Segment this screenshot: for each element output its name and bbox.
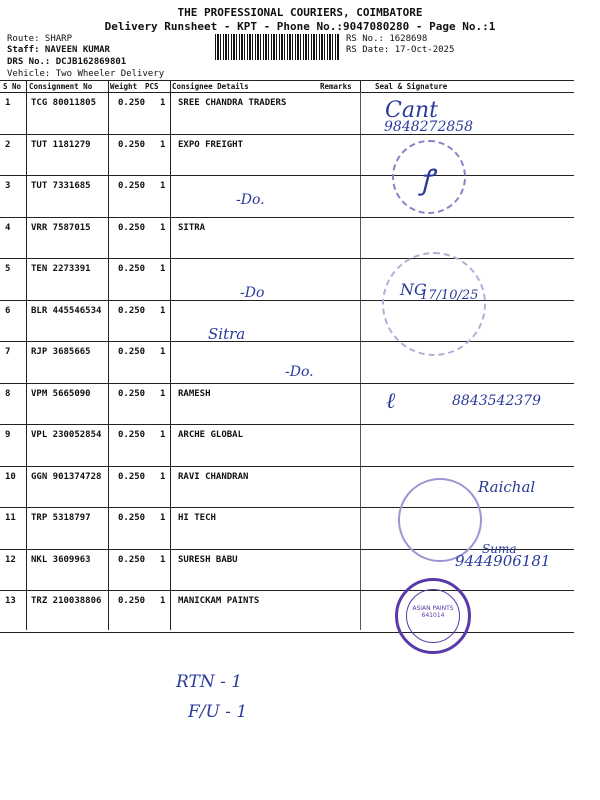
row-sno: 9 <box>5 430 11 440</box>
runsheet-title: Delivery Runsheet - KPT - Phone No.:9047080280 - Page No.:1 <box>104 20 496 33</box>
row-consignment: VRR 7587015 <box>31 222 91 233</box>
table-row <box>0 134 600 176</box>
row-sno: 10 <box>5 471 16 482</box>
row-weight: 0.250 <box>118 347 146 357</box>
row-sno: 8 <box>5 388 11 399</box>
row-consignee: HI TECH <box>178 513 216 523</box>
col-seal-signature: Seal & Signature <box>375 82 448 91</box>
row-sno: 12 <box>5 554 16 565</box>
row-weight: 0.250 <box>118 388 146 399</box>
row-weight: 0.250 <box>118 305 146 316</box>
table-row <box>0 217 600 259</box>
signature-row8: ℓ <box>386 389 396 414</box>
company-name: THE PROFESSIONAL COURIERS, COIMBATORE <box>177 6 423 19</box>
row-consignee: RAMESH <box>178 388 211 399</box>
row-consignee: SITRA <box>178 222 206 233</box>
col-consignment: Consignment No <box>29 82 93 91</box>
phone-row12: 9444906181 <box>455 552 551 570</box>
row-pcs: 1 <box>160 222 166 233</box>
row-weight: 0.250 <box>118 554 146 565</box>
row-pcs: 1 <box>160 430 166 440</box>
barcode <box>215 34 340 60</box>
fu-note: F/U - 1 <box>188 702 248 722</box>
row-divider <box>0 632 574 633</box>
asian-paints-stamp <box>395 578 471 654</box>
row-sno: 5 <box>5 264 11 274</box>
row-weight: 0.250 <box>118 139 146 150</box>
row-weight: 0.250 <box>118 471 146 482</box>
col-consignee: Consignee Details <box>172 82 249 91</box>
col-sno: S No <box>3 82 22 91</box>
vehicle-label: Vehicle: Two Wheeler Delivery <box>7 69 165 79</box>
stamp-text: ASIAN PAINTS 641014 <box>412 605 454 619</box>
row-pcs: 1 <box>160 264 166 274</box>
row-consignment: BLR 445546534 <box>31 305 102 316</box>
row-weight: 0.250 <box>118 596 146 606</box>
table-row <box>0 424 600 466</box>
signature-row3: ꝭ <box>420 163 434 196</box>
route-label: Route: SHARP <box>7 34 73 44</box>
row-pcs: 1 <box>160 305 166 316</box>
row-consignment: TCG 80011805 <box>31 98 97 108</box>
table-row <box>0 258 600 300</box>
row-consignment: VPM 5665090 <box>31 388 91 399</box>
phone-row8: 8843542379 <box>452 393 542 409</box>
row-weight: 0.250 <box>118 181 146 191</box>
row-consignment: TRP 5318797 <box>31 513 91 523</box>
row-consignment: NKL 3609963 <box>31 554 91 565</box>
row-sno: 4 <box>5 222 11 233</box>
row-consignment: TUT 7331685 <box>31 181 91 191</box>
table-row <box>0 92 600 134</box>
signature-row1: Cant <box>385 98 438 123</box>
row-consignee: EXPO FREIGHT <box>178 139 244 150</box>
note-row6: NG <box>400 280 427 299</box>
company-stamp-row11 <box>398 478 482 562</box>
row-weight: 0.250 <box>118 430 146 440</box>
row-sno: 1 <box>5 98 11 108</box>
phone-row1: 9848272858 <box>384 119 474 135</box>
row-weight: 0.250 <box>118 98 146 108</box>
rs-date: RS Date: 17-Oct-2025 <box>346 45 455 55</box>
row-pcs: 1 <box>160 388 166 399</box>
table-row <box>0 175 600 217</box>
col-weight: Weight <box>110 82 138 91</box>
row-weight: 0.250 <box>118 264 146 274</box>
table-row <box>0 590 600 632</box>
rs-number: RS No.: 1628698 <box>346 34 428 44</box>
row-consignee: SREE CHANDRA TRADERS <box>178 98 287 108</box>
row-consignee: RAVI CHANDRAN <box>178 471 249 482</box>
sitra-row6: Sitra <box>208 325 246 343</box>
rtn-note: RTN - 1 <box>176 672 243 692</box>
col-remarks: Remarks <box>320 82 352 91</box>
row-consignment: TRZ 210038806 <box>31 596 102 606</box>
row-pcs: 1 <box>160 554 166 565</box>
row-consignee: ARCHE GLOBAL <box>178 430 244 440</box>
row-weight: 0.250 <box>118 513 146 523</box>
row-consignment: TUT 1181279 <box>31 139 91 150</box>
table-row <box>0 300 600 342</box>
row-sno: 6 <box>5 305 11 316</box>
drs-number: DRS No.: DCJB162869801 <box>7 57 127 67</box>
row-consignment: RJP 3685665 <box>31 347 91 357</box>
ditto-row5: -Do <box>240 285 265 301</box>
ditto-row3: -Do. <box>236 192 265 208</box>
row-consignment: TEN 2273391 <box>31 264 91 274</box>
row-pcs: 1 <box>160 139 166 150</box>
row-pcs: 1 <box>160 513 166 523</box>
row-pcs: 1 <box>160 181 166 191</box>
date-row6: 17/10/25 <box>420 288 479 303</box>
row-weight: 0.250 <box>118 222 146 233</box>
row-consignee: MANICKAM PAINTS <box>178 596 260 606</box>
ditto-row7: -Do. <box>285 364 314 380</box>
row-consignee: SURESH BABU <box>178 554 238 565</box>
row-sno: 13 <box>5 596 16 606</box>
row-sno: 3 <box>5 181 11 191</box>
row-pcs: 1 <box>160 471 166 482</box>
row-pcs: 1 <box>160 98 166 108</box>
row-sno: 2 <box>5 139 11 150</box>
row-consignment: GGN 901374728 <box>31 471 102 482</box>
name-row11: Raichal <box>478 478 536 496</box>
name-row12: Suma <box>482 542 517 556</box>
col-pcs: PCS <box>145 82 159 91</box>
row-consignment: VPL 230052854 <box>31 430 102 440</box>
staff-label: Staff: NAVEEN KUMAR <box>7 45 110 55</box>
faded-stamp-row6 <box>382 252 486 356</box>
row-pcs: 1 <box>160 596 166 606</box>
row-sno: 11 <box>5 513 16 523</box>
row-pcs: 1 <box>160 347 166 357</box>
row-sno: 7 <box>5 347 11 357</box>
